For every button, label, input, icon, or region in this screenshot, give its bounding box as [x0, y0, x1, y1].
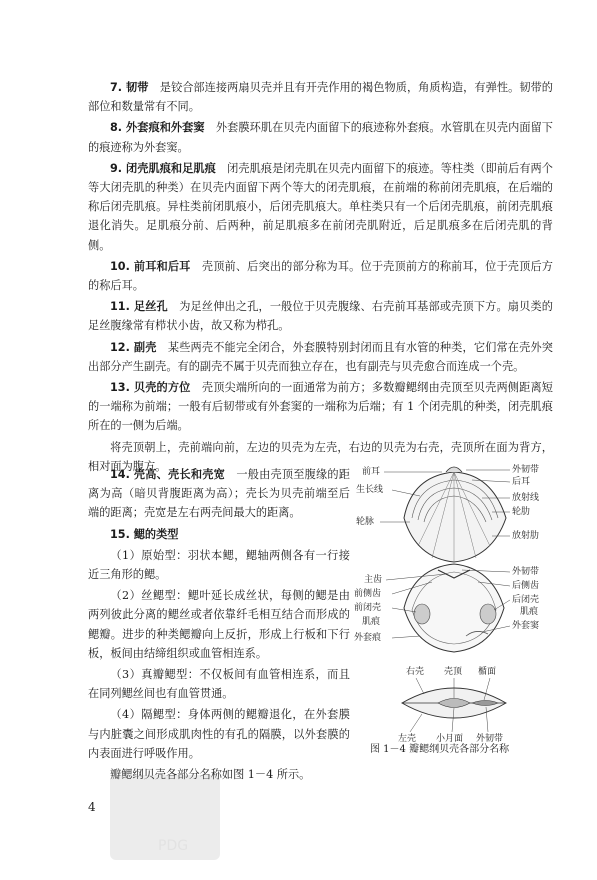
paragraph-text: 壳顶前、后突出的部分称为耳。位于壳顶前方的称前耳，位于壳顶后方的称后耳。 — [88, 259, 553, 293]
label: 小月面 — [436, 734, 464, 744]
term: 9. 闭壳肌痕和足肌痕 — [110, 161, 216, 175]
paragraph-text: 是铰合部连接两扇贝壳并且有开壳作用的褐色物质，角质构造，有弹性。韧带的部位和数量常有不同。 — [88, 81, 553, 114]
paragraph-gill-1 — [88, 546, 350, 584]
term: 15. 鳃的类型 — [110, 527, 179, 541]
paragraph-text: 为足丝伸出之孔，一般位于贝壳腹缘、右壳前耳基部或壳顶下方。扇贝类的足丝腹缘常有栉状小齿，故又称为栉孔。 — [88, 300, 553, 333]
shell-figure — [342, 458, 564, 758]
label: 肌痕 — [520, 607, 539, 617]
page-number: 4 — [88, 800, 96, 814]
lower-text-block — [88, 465, 350, 786]
label: 壳顶 — [444, 667, 463, 677]
paragraph-byssal-notch — [88, 297, 553, 335]
label: 轮脉 — [356, 517, 375, 527]
label: 外韧带 — [512, 465, 540, 475]
watermark-stamp — [100, 770, 230, 865]
paragraph-dimensions — [88, 465, 350, 523]
shell-exterior-illustration — [404, 467, 506, 562]
paragraph-ligament — [88, 78, 553, 116]
label: 放射肋 — [512, 531, 540, 541]
label: 外韧带 — [512, 567, 540, 577]
term: 7. 韧带 — [110, 81, 149, 94]
label: 前耳 — [362, 467, 381, 477]
paragraph-text: （1）原始型：羽状本鳃，鳃轴两侧各有一行接近三角形的鳃。 — [88, 548, 350, 582]
label: 主齿 — [364, 575, 383, 585]
paragraph-text: 外套膜环肌在贝壳内面留下的痕迹称外套痕。水管肌在贝壳内面留下的痕迹称为外套窦。 — [88, 121, 553, 154]
shell-interior-illustration — [404, 564, 504, 652]
term: 12. 副壳 — [110, 340, 157, 354]
term: 14. 壳高、壳长和壳宽 — [110, 468, 225, 481]
label: 轮肋 — [512, 507, 531, 517]
label: 后耳 — [512, 477, 531, 487]
label: 左壳 — [398, 734, 417, 744]
paragraph-muscle-scars — [88, 159, 553, 255]
label: 生长线 — [356, 485, 384, 495]
paragraph-text: （4）隔鳃型：身体两侧的鳃瓣退化，在外套膜与内脏囊之间形成肌肉性的有孔的隔膜，以外套膜的内表面进行呼吸作用。 — [88, 708, 350, 760]
paragraph-gill-2 — [88, 586, 350, 663]
label: 楯面 — [478, 667, 497, 677]
term: 13. 贝壳的方位 — [110, 381, 191, 395]
label: 后侧齿 — [512, 581, 540, 591]
paragraph-gill-types — [88, 525, 350, 544]
paragraph-text: 某些两壳不能完全闭合，外套膜特别封闭而且有水管的种类，它们常在壳外突出部分产生副壳。有的副壳不属于贝壳而独立存在，也有副壳与贝壳愈合而连成一个壳。 — [88, 340, 553, 373]
paragraph-orientation — [88, 378, 553, 436]
paragraph-text: （2）丝鳃型：鳃叶延长成丝状，每侧的鳃是由两列彼此分离的鳃丝或者依靠纤毛相互结合而形成的鳃瓣。进步的种类鳃瓣向上反折，形成上行板和下行板，板间由结缔组织或血管相连系。 — [88, 589, 350, 660]
figure-caption: 图 1－4 瓣鳃纲贝壳各部分名称 — [370, 744, 510, 755]
term: 10. 前耳和后耳 — [110, 259, 191, 273]
paragraph-text: （3）真瓣鳃型：不仅板间有血管相连系，而且在同列鳃丝间也有血管贯通。 — [88, 668, 350, 701]
paragraph-text: 瓣鳃纲贝壳各部分名称如图 1－4 所示。 — [110, 768, 311, 782]
paragraph-text: 壳顶尖端所向的一面通常为前方；多数瓣鳃纲由壳顶至贝壳两侧距离短的一端称为前端；一般有后韧带或有外套窦的一端称为后端；有 1 个闭壳肌的种类，闭壳肌痕所在的一侧为后端。 — [88, 381, 553, 433]
label: 右壳 — [406, 667, 425, 677]
label: 外韧带 — [476, 734, 504, 744]
paragraph-text: 闭壳肌痕是闭壳肌在贝壳内面留下的痕迹。等柱类（即前后有两个等大闭壳肌的种类）在贝壳内面留下两个等大的闭壳肌痕，在前端的称前闭壳肌痕，在后端的称后闭壳肌痕。异柱类前闭肌痕小，后闭壳肌痕大。单柱类只有一个后闭壳肌痕，前闭壳肌痕退化消失。足肌痕分前、后两种，前足肌痕多在前闭壳肌附近，后足肌痕多在后闭壳肌的背侧。 — [88, 161, 553, 252]
label: 外套痕 — [354, 633, 382, 643]
paragraph-text: 一般由壳顶至腹缘的距离为高（暗贝背腹距离为高）；壳长为贝壳前端至后端的距离；壳宽是左右两壳间最大的距离。 — [88, 468, 350, 520]
paragraph-pallial-line — [88, 118, 553, 156]
term: 8. 外套痕和外套窦 — [110, 121, 205, 135]
label: 前侧齿 — [354, 589, 382, 599]
top-text-block — [88, 78, 553, 478]
label: 外套窦 — [512, 621, 540, 631]
label: 放射线 — [512, 493, 540, 503]
paragraph-accessory-shell — [88, 338, 553, 376]
label: 前闭壳 — [354, 603, 382, 613]
label: 后闭壳 — [512, 595, 540, 605]
paragraph-auricles — [88, 257, 553, 295]
paragraph-gill-3 — [88, 665, 350, 703]
label: 肌痕 — [362, 617, 381, 627]
paragraph-text: 将壳顶朝上，壳前端向前，左边的贝壳为左壳，右边的贝壳为右壳，壳顶所在面为背方，相对面为腹方。 — [88, 440, 553, 473]
paragraph-gill-4 — [88, 705, 350, 763]
term: 11. 足丝孔 — [110, 300, 168, 314]
watermark-text: PDG — [158, 838, 189, 854]
